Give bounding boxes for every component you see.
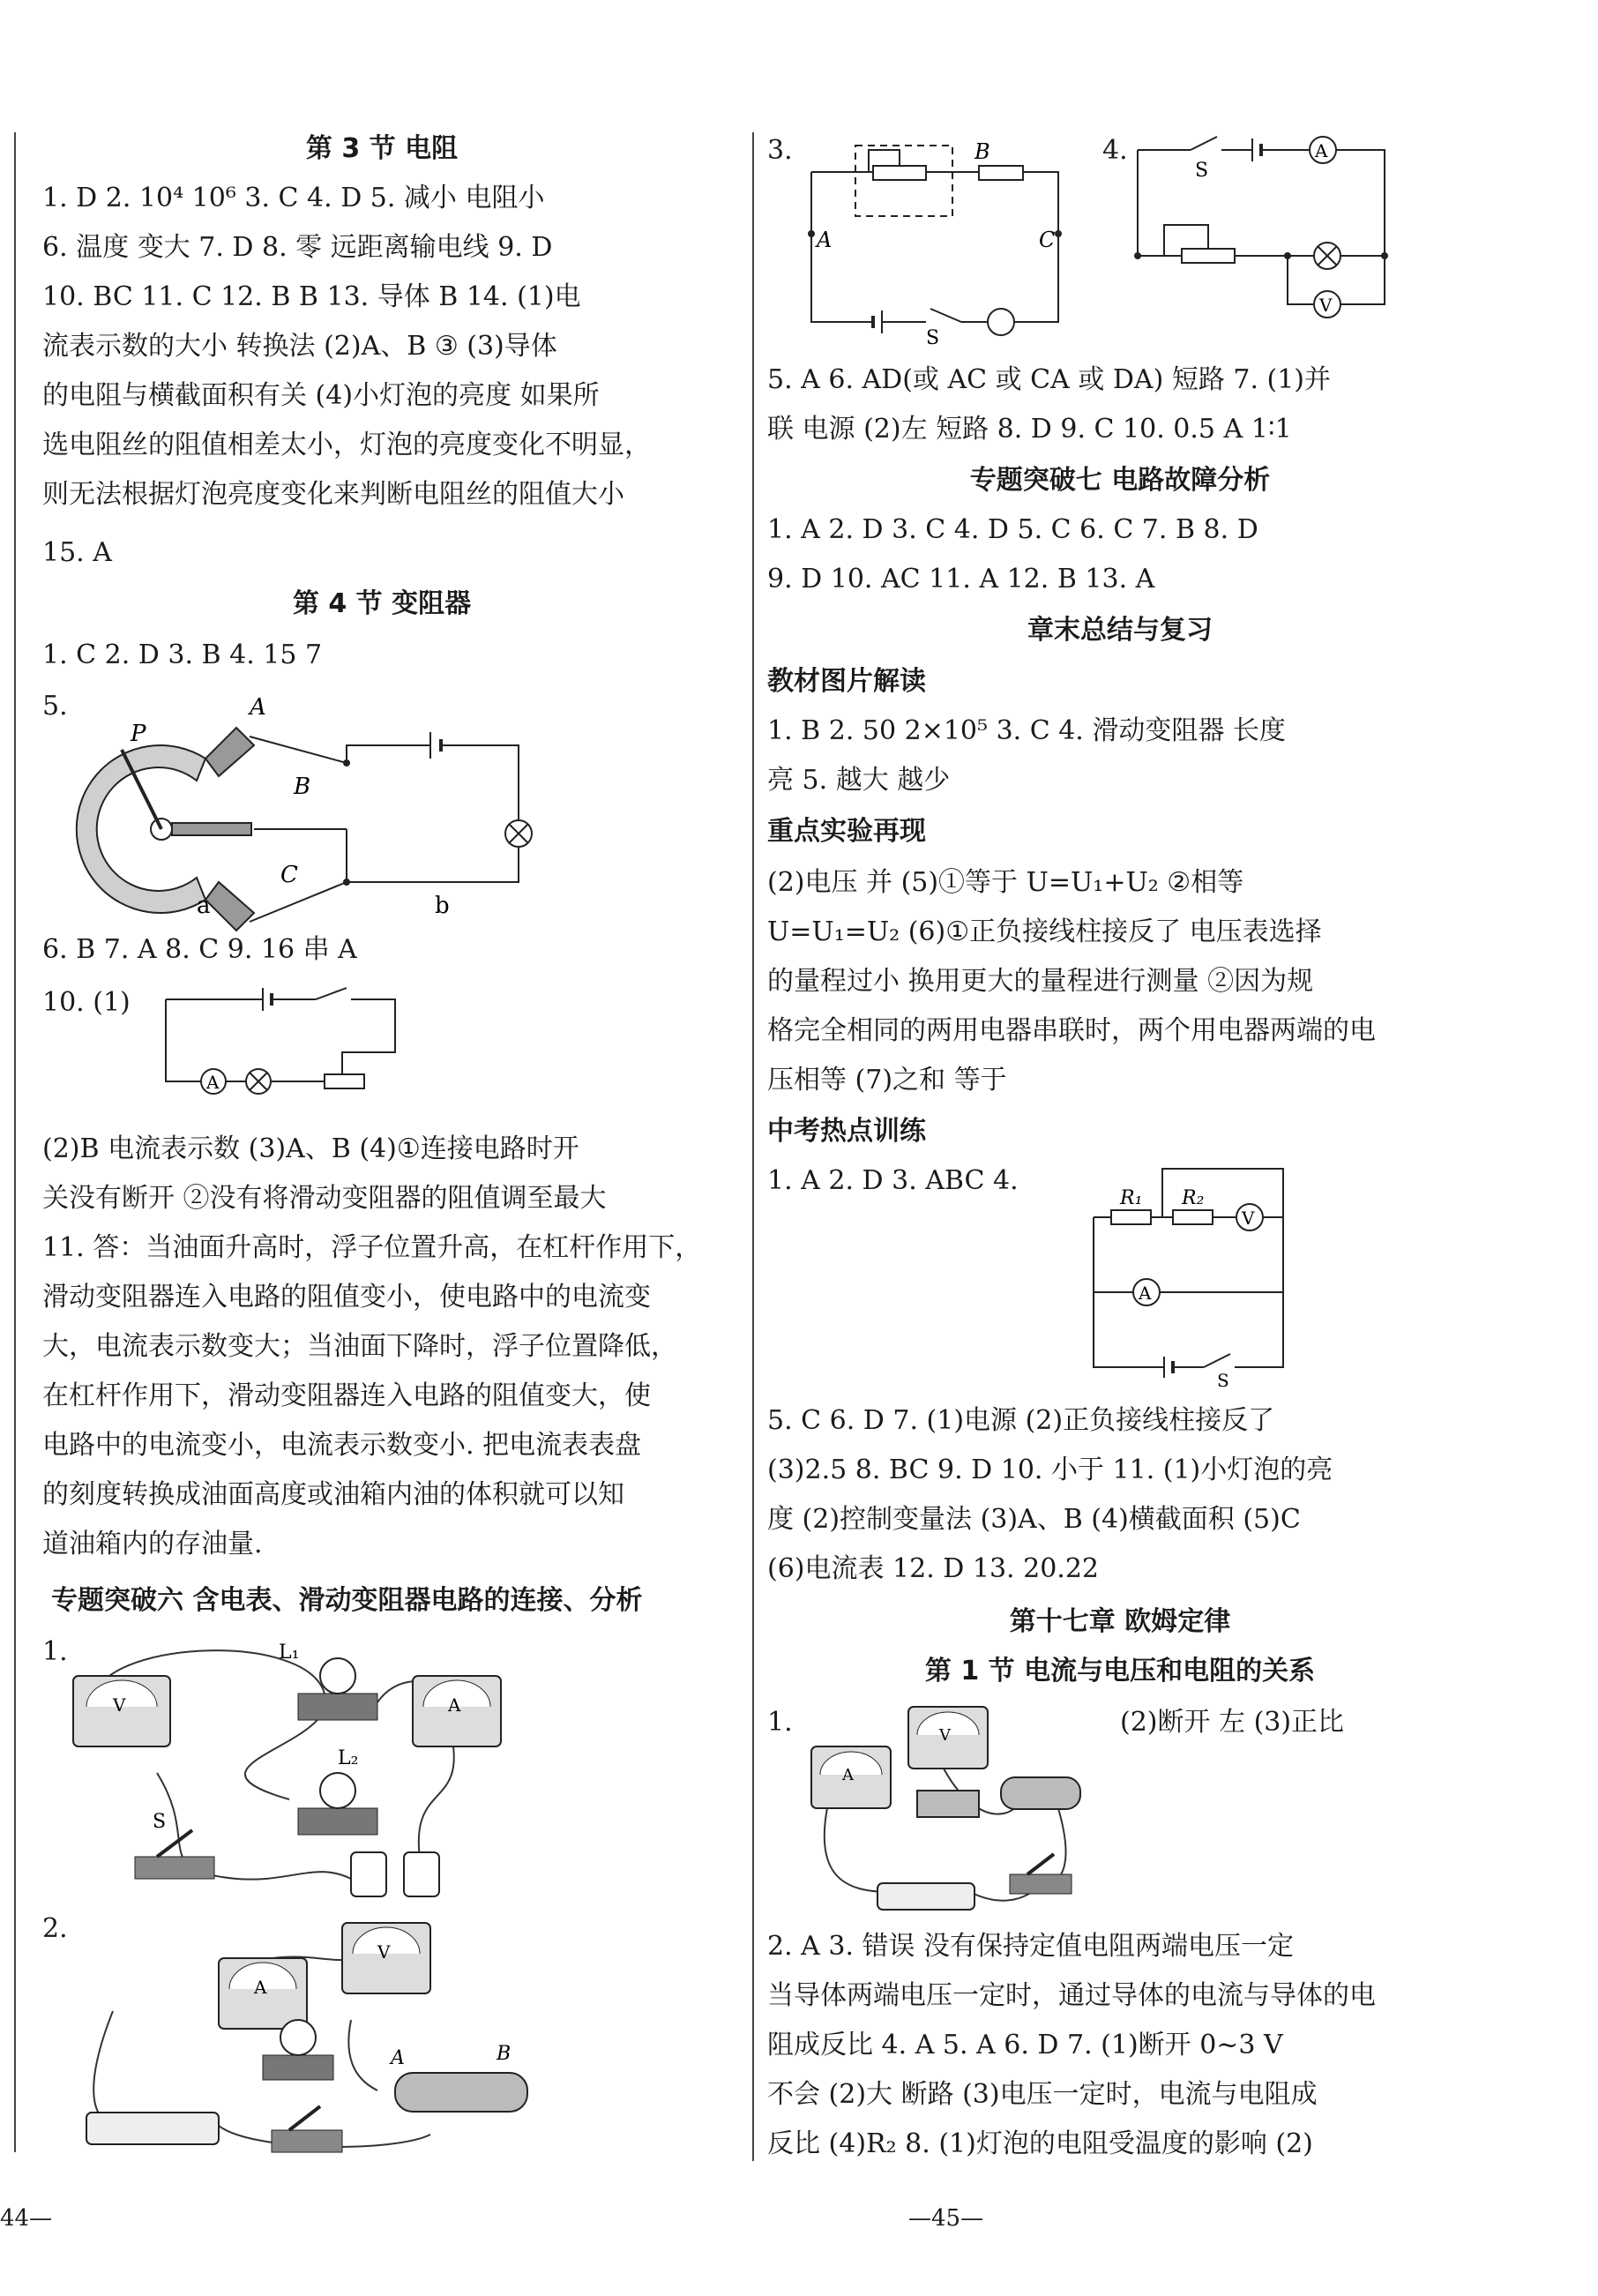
answer-line: (2)B 电流表示数 (3)A、B (4)①连接电路时开 — [42, 1133, 579, 1164]
rheostat-device — [389, 2043, 527, 2112]
answer-line: 1. D 2. 10⁴ 10⁶ 3. C 4. D 5. 减小 电阻小 — [42, 183, 545, 213]
label-small-a: a — [197, 893, 211, 919]
rheostat-device — [1001, 1777, 1080, 1809]
svg-text:V: V — [113, 1694, 126, 1716]
svg-text:L₁: L₁ — [279, 1642, 300, 1664]
figure-rotary-rheostat — [60, 688, 554, 917]
figure-hot-q4-circuit — [1067, 1164, 1296, 1391]
chapter-title: 第十七章 欧姆定律 — [1009, 1606, 1231, 1637]
label-c: C — [280, 862, 298, 888]
answer-line: 1. B 2. 50 2×10⁵ 3. C 4. 滑动变阻器 长度 — [767, 715, 1286, 746]
svg-text:A: A — [1315, 140, 1328, 161]
figure-ohm-experiment — [794, 1702, 1085, 1914]
label-small-b: b — [435, 893, 450, 919]
answer-line: 电路中的电流变小，电流表示数变小. 把电流表表盘 — [42, 1430, 642, 1461]
subheading: 重点实验再现 — [767, 816, 926, 847]
label-b: B — [294, 774, 311, 800]
section-title-rheostat: 第 4 节 变阻器 — [292, 588, 472, 619]
battery-device — [351, 1852, 439, 1896]
terminal-a — [205, 728, 254, 776]
answer-line: 1. A 2. D 3. C 4. D 5. C 6. C 7. B 8. D — [767, 514, 1258, 545]
answer-line: 则无法根据灯泡亮度变化来判断电阻丝的阻值大小 — [42, 479, 624, 510]
subheading: 教材图片解读 — [767, 666, 926, 697]
answer-line: 格完全相同的两用电器串联时，两个用电器两端的电 — [767, 1015, 1376, 1046]
answer-line: 选电阻丝的阻值相差太小，灯泡的亮度变化不明显， — [42, 430, 651, 460]
page-number-right: —45— — [908, 2205, 984, 2232]
svg-text:A: A — [254, 1977, 267, 1998]
figure-physical-circuit-2 — [60, 1905, 536, 2170]
figure-q3-circuit — [803, 132, 1076, 349]
figure-q4-circuit — [1120, 132, 1402, 335]
answer-line: 滑动变阻器连入电路的阻值变小，使电路中的电流变 — [42, 1282, 651, 1313]
question-label: 10. (1) — [42, 987, 131, 1018]
answer-line: 2. A 3. 错误 没有保持定值电阻两端电压一定 — [767, 1931, 1295, 1962]
figure-q10-circuit — [131, 986, 422, 1110]
question-label: 4. — [1102, 135, 1128, 166]
ammeter-device — [811, 1746, 891, 1808]
answer-line: 6. 温度 变大 7. D 8. 零 远距离输电线 9. D — [42, 232, 553, 263]
question-label: 1. — [42, 1636, 68, 1667]
svg-text:V: V — [377, 1941, 391, 1963]
svg-text:A: A — [448, 1694, 461, 1716]
answer-line: 联 电源 (2)左 短路 8. D 9. C 10. 0.5 A 1∶1 — [767, 414, 1292, 445]
answer-line: 9. D 10. AC 11. A 12. B 13. A — [767, 564, 1155, 595]
column-divider — [752, 132, 754, 2161]
battery-device — [86, 2113, 219, 2144]
switch-device — [1010, 1854, 1072, 1894]
answer-line: (2)断开 左 (3)正比 — [1120, 1707, 1345, 1738]
answer-line: 1. C 2. D 3. B 4. 15 7 — [42, 639, 323, 670]
ammeter-symbol — [988, 309, 1014, 335]
svg-text:L₂: L₂ — [338, 1747, 359, 1769]
lamp-l2 — [298, 1747, 377, 1835]
answer-line: 6. B 7. A 8. C 9. 16 串 A — [42, 934, 357, 965]
label-a: A — [250, 694, 266, 721]
answer-line: 当导体两端电压一定时，通过导体的电流与导体的电 — [767, 1980, 1376, 2011]
answer-line: 1. A 2. D 3. ABC 4. — [767, 1165, 1019, 1196]
answer-line: 的量程过小 换用更大的量程进行测量 ②因为规 — [767, 966, 1314, 997]
voltmeter-device — [908, 1707, 988, 1769]
terminal-b — [172, 823, 251, 835]
figure-physical-circuit-1 — [60, 1641, 519, 1896]
answer-line: 度 (2)控制变量法 (3)A、B (4)横截面积 (5)C — [767, 1504, 1301, 1535]
answer-line: 流表示数的大小 转换法 (2)A、B ③ (3)导体 — [42, 331, 557, 362]
switch-device — [272, 2106, 342, 2152]
voltmeter-device — [342, 1923, 430, 1993]
section-title: 第 1 节 电流与电压和电阻的关系 — [924, 1656, 1316, 1686]
svg-text:A: A — [206, 1072, 220, 1093]
svg-text:S: S — [926, 327, 940, 349]
question-label: 2. — [42, 1913, 68, 1944]
resistor-device — [917, 1791, 979, 1817]
answer-line: 压相等 (7)之和 等于 — [767, 1065, 1007, 1096]
answer-line: (3)2.5 8. BC 9. D 10. 小于 11. (1)小灯泡的亮 — [767, 1455, 1333, 1485]
margin-rule — [14, 132, 16, 2152]
question-label: 3. — [767, 135, 793, 166]
svg-text:R₁: R₁ — [1120, 1187, 1143, 1209]
subheading: 中考热点训练 — [767, 1116, 926, 1147]
svg-text:B: B — [497, 2043, 512, 2065]
page-number-left: 44— — [0, 2205, 53, 2232]
question-label: 5. — [42, 691, 68, 722]
svg-text:R₂: R₂ — [1182, 1187, 1205, 1209]
answer-line: 的刻度转换成油面高度或油箱内油的体积就可以知 — [42, 1479, 624, 1510]
answer-line: 11. 答：当油面升高时，浮子位置升高，在杠杆作用下， — [42, 1232, 702, 1263]
answer-line: (6)电流表 12. D 13. 20.22 — [767, 1553, 1099, 1584]
answer-line: 10. BC 11. C 12. B B 13. 导体 B 14. (1)电 — [42, 281, 581, 312]
svg-text:B: B — [974, 139, 990, 164]
label-p: P — [131, 721, 146, 747]
answer-line: 道油箱内的存油量. — [42, 1529, 263, 1559]
topic-title-7: 专题突破七 电路故障分析 — [969, 465, 1271, 496]
svg-text:S: S — [1195, 160, 1209, 182]
svg-text:A: A — [391, 2047, 405, 2069]
answer-line: 大，电流表示数变大；当油面下降时，浮子位置降低， — [42, 1331, 677, 1362]
rheostat-symbol — [325, 1074, 364, 1088]
svg-text:V: V — [1242, 1208, 1255, 1229]
battery-device — [877, 1883, 974, 1910]
question-label: 1. — [767, 1707, 793, 1738]
topic-title-6: 专题突破六 含电表、滑动变阻器电路的连接、分析 — [51, 1585, 643, 1616]
answer-line: 5. A 6. AD(或 AC 或 CA 或 DA) 短路 7. (1)并 — [767, 364, 1332, 395]
section-title-resistance: 第 3 节 电阻 — [305, 133, 459, 164]
switch-device — [135, 1811, 214, 1879]
answer-line: (2)电压 并 (5)①等于 U=U₁+U₂ ②相等 — [767, 867, 1244, 898]
voltmeter-device — [73, 1676, 170, 1746]
answer-line: 阻成反比 4. A 5. A 6. D 7. (1)断开 0~3 V — [767, 2030, 1283, 2060]
svg-text:A: A — [817, 228, 833, 252]
answer-line: 在杠杆作用下，滑动变阻器连入电路的阻值变大，使 — [42, 1380, 651, 1411]
answer-line: 亮 5. 越大 越少 — [767, 765, 951, 796]
answer-line: 的电阻与横截面积有关 (4)小灯泡的亮度 如果所 — [42, 380, 600, 411]
ammeter-device — [413, 1676, 501, 1746]
review-title: 章末总结与复习 — [1027, 615, 1213, 646]
terminal-c — [205, 882, 254, 931]
svg-text:C: C — [1039, 228, 1056, 252]
answer-line: 反比 (4)R₂ 8. (1)灯泡的电阻受温度的影响 (2) — [767, 2128, 1313, 2159]
svg-text:S: S — [1217, 1370, 1229, 1391]
answer-line: 15. A — [42, 537, 112, 568]
switch-symbol — [316, 988, 347, 999]
answer-line: 关没有断开 ②没有将滑动变阻器的阻值调至最大 — [42, 1183, 607, 1214]
svg-text:V: V — [939, 1726, 951, 1745]
answer-line: U=U₁=U₂ (6)①正负接线柱接反了 电压表选择 — [767, 916, 1322, 947]
svg-text:V: V — [1319, 295, 1333, 316]
ammeter-device — [219, 1958, 307, 2029]
answer-line: 不会 (2)大 断路 (3)电压一定时，电流与电阻成 — [767, 2079, 1318, 2110]
svg-text:S: S — [153, 1811, 167, 1833]
lamp-l1 — [279, 1642, 377, 1720]
svg-text:A: A — [842, 1766, 854, 1784]
svg-text:A: A — [1139, 1283, 1152, 1304]
answer-line: 5. C 6. D 7. (1)电源 (2)正负接线柱接反了 — [767, 1405, 1275, 1436]
